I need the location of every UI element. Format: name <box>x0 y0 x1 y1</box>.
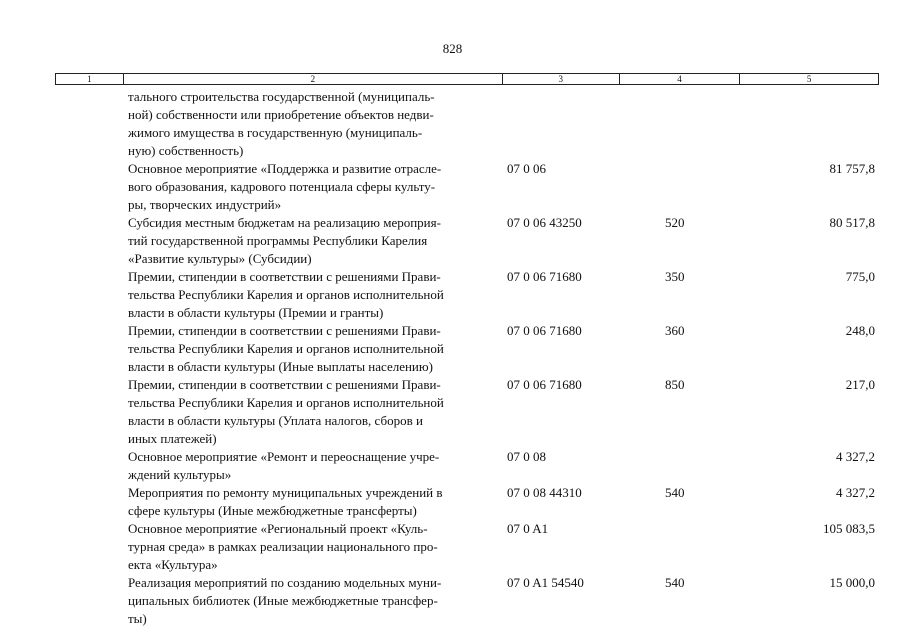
target-article-code: 07 0 06 43250 <box>507 215 582 230</box>
item-name: Реализация мероприятий по созданию модельных муни- ципальных библиотек (Иные межбюджетные трансфер- ты) <box>128 575 442 626</box>
expense-type-code: 520 <box>665 215 685 230</box>
item-name: Основное мероприятие «Ремонт и переоснащение учре- ждений культуры» <box>128 449 440 482</box>
target-article-code: 07 0 06 71680 <box>507 323 582 338</box>
item-name: Основное мероприятие «Поддержка и развитие отрасле- вого образования, кадрового потенциала сферы культу- ры, творческих индустрий» <box>128 161 442 212</box>
column-number-5: 5 <box>806 74 812 84</box>
column-number-2: 2 <box>124 74 503 84</box>
target-article-code: 07 0 A1 54540 <box>507 575 584 590</box>
table-row <box>0 88 905 160</box>
item-name: Субсидия местным бюджетам на реализацию мероприя- тий государственной программы Республики Карелия «Развитие культуры» (Субсидии) <box>128 215 441 266</box>
column-number-3: 3 <box>503 74 620 84</box>
item-name: Премии, стипендии в соответствии с решениями Прави- тельства Республики Карелия и органов исполнительной власти в области культуры (Уплата налогов, сборов и иных платежей) <box>128 377 444 446</box>
table-header-row <box>55 73 879 85</box>
table-row <box>0 484 905 520</box>
table-body <box>0 88 905 628</box>
column-number-4: 4 <box>620 74 741 84</box>
table-row <box>0 322 905 376</box>
amount: 217,0 <box>845 377 875 392</box>
item-name: Мероприятия по ремонту муниципальных учреждений в сфере культуры (Иные межбюджетные трансферты) <box>128 485 443 518</box>
target-article-code: 07 0 A1 <box>507 521 549 536</box>
table-row <box>0 574 905 628</box>
amount: 4 327,2 <box>836 485 875 500</box>
target-article-code: 07 0 06 71680 <box>507 377 582 392</box>
item-name: Премии, стипендии в соответствии с решениями Прави- тельства Республики Карелия и органов исполнительной власти в области культуры (Премии и гранты) <box>128 269 444 320</box>
table-row <box>0 268 905 322</box>
expense-type-code: 540 <box>665 485 685 500</box>
item-name: Премии, стипендии в соответствии с решениями Прави- тельства Республики Карелия и органов исполнительной власти в области культуры (Иные выплаты населению) <box>128 323 444 374</box>
amount: 80 517,8 <box>829 215 875 230</box>
amount: 81 757,8 <box>829 161 875 176</box>
page-number: 828 <box>442 41 463 56</box>
amount: 105 083,5 <box>823 521 875 536</box>
target-article-code: 07 0 06 <box>507 161 546 176</box>
column-number-1: 1 <box>56 74 124 84</box>
table-row <box>0 376 905 448</box>
target-article-code: 07 0 08 <box>507 449 546 464</box>
table-row <box>0 520 905 574</box>
item-name: тального строительства государственной (муниципаль- ной) собственности или приобретение объектов недви- жимого имущества в государственную (муниципаль- ную) собственность) <box>128 89 435 158</box>
expense-type-code: 360 <box>665 323 685 338</box>
amount: 248,0 <box>845 323 875 338</box>
expense-type-code: 850 <box>665 377 685 392</box>
expense-type-code: 540 <box>665 575 685 590</box>
table-row <box>0 214 905 268</box>
target-article-code: 07 0 08 44310 <box>507 485 582 500</box>
table-row <box>0 160 905 214</box>
amount: 775,0 <box>845 269 875 284</box>
table-row <box>0 448 905 484</box>
target-article-code: 07 0 06 71680 <box>507 269 582 284</box>
amount: 4 327,2 <box>836 449 875 464</box>
expense-type-code: 350 <box>665 269 685 284</box>
item-name: Основное мероприятие «Региональный проект «Куль- турная среда» в рамках реализации национального про- екта «Культура» <box>128 521 438 572</box>
amount: 15 000,0 <box>829 575 875 590</box>
